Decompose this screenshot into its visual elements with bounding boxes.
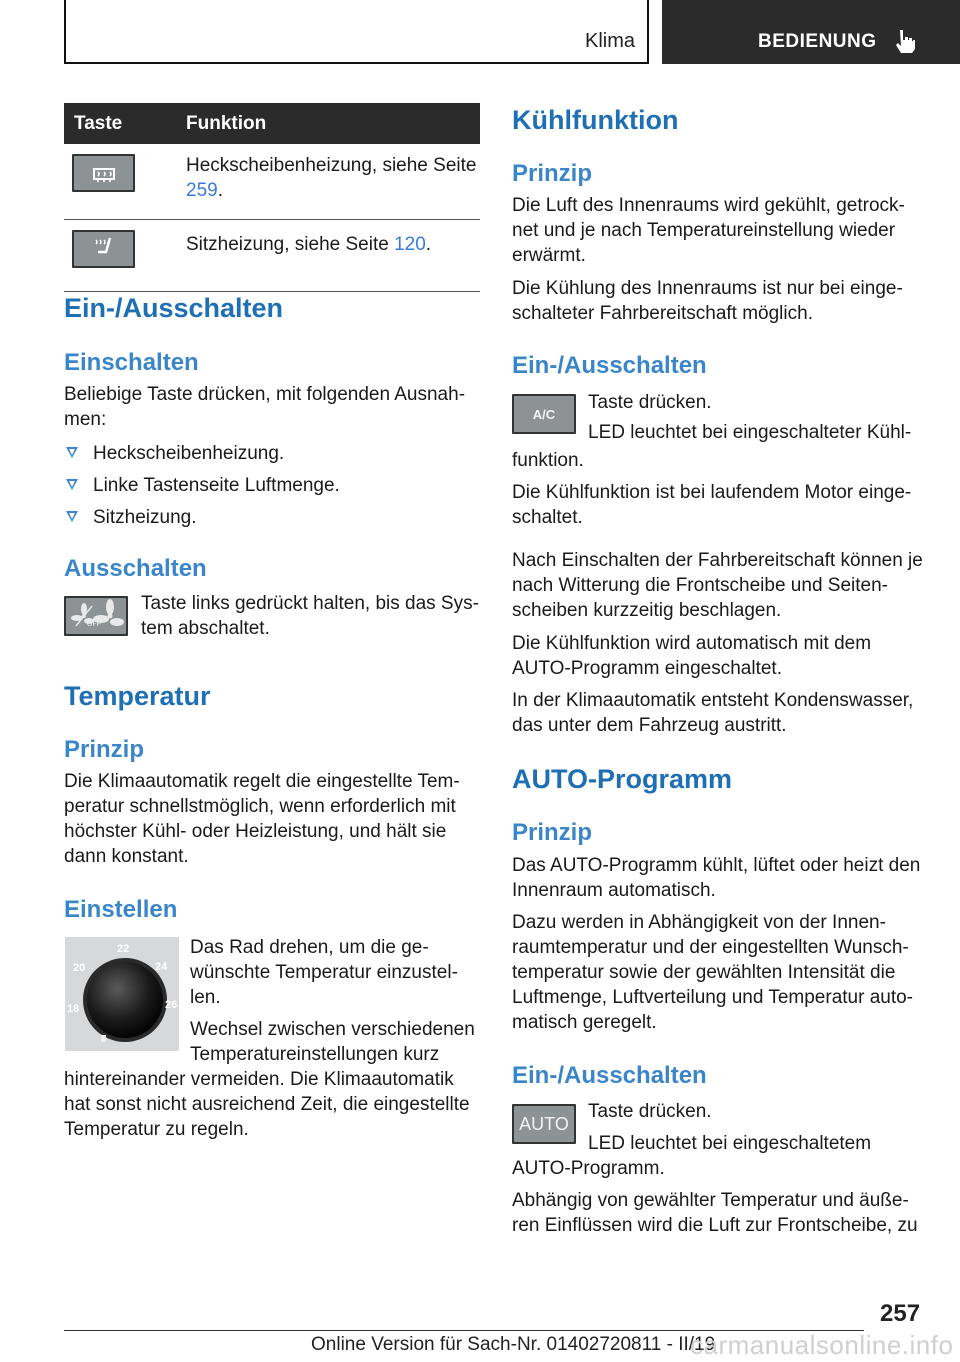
- page-number: 257: [880, 1300, 921, 1327]
- adjust-note-paragraph: hintereinander vermeiden. Die Klimaautomatik hat sonst nicht ausreichend Zeit, die eingestellte Temperatur zu regeln.: [64, 1069, 470, 1140]
- table-row: Heckscheibenheizung, siehe Seite 259.: [64, 144, 480, 220]
- cooling-principle-paragraph: Die Luft des Innenraums wird gekühlt, getrock- net und je nach Temperatureinstellung wieder erwärmt.: [512, 195, 905, 266]
- heading-switch-on: Einschalten: [64, 349, 199, 376]
- seat-heating-key: [72, 230, 135, 268]
- auto-on-paragraph-cont: AUTO-Programm.: [512, 1158, 665, 1179]
- header-section-tab: [64, 0, 649, 64]
- table-row: Sitzheizung, siehe Seite 120.: [64, 220, 480, 292]
- bullet-triangle-icon: [66, 511, 78, 522]
- page-link[interactable]: 259: [186, 180, 218, 201]
- heading-principle: Prinzip: [64, 736, 145, 763]
- ac-key: [512, 394, 576, 434]
- ac-paragraph-top: Taste drücken. LED leuchtet bei eingeschalteter Kühl-: [588, 392, 912, 443]
- ac-engine-paragraph: Die Kühlfunktion ist bei laufendem Motor einge- schaltet.: [512, 482, 912, 528]
- header-chapter-label: BEDIENUNG: [758, 31, 877, 52]
- dial-mark: 20: [73, 962, 86, 974]
- watermark: carmanualsonline.info: [690, 1330, 954, 1360]
- table-header-key: Taste: [64, 103, 174, 144]
- switch-off-paragraph: Taste links gedrückt halten, bis das Sys- tem abschaltet.: [141, 593, 479, 639]
- switch-on-paragraph: Beliebige Taste drücken, mit folgenden Ausnah- men:: [64, 384, 466, 430]
- list-item: Linke Tastenseite Luftmenge.: [64, 473, 340, 498]
- fan-off-key: [64, 596, 128, 636]
- ac-paragraph-cont: funktion.: [512, 450, 584, 471]
- pointing-hand-icon: [894, 28, 916, 54]
- footer-online-version: Online Version für Sach-Nr. 01402720811 - II/19: [311, 1334, 716, 1355]
- auto-on-paragraph-top: Taste drücken. LED leuchtet bei eingeschaltetem: [588, 1101, 872, 1154]
- auto-airflow-paragraph: Abhängig von gewählter Temperatur und äuße- ren Einflüssen wird die Luft zur Frontscheibe, zu: [512, 1190, 918, 1236]
- temperature-paragraph: Die Klimaautomatik regelt die eingestellte Tem- peratur schnellstmöglich, wenn erforderlich mit höchster Kühl- oder Heizleistung, und hält sie dann konstant.: [64, 771, 460, 867]
- cooling-note-paragraph: Die Kühlung des Innenraums ist nur bei einge- schalteter Fahrbereitschaft möglich.: [512, 278, 903, 324]
- ac-key-label: A/C: [532, 406, 556, 422]
- bullet-triangle-icon: [66, 479, 78, 490]
- page-link[interactable]: 120: [394, 234, 426, 255]
- heading-cooling: Kühlfunktion: [512, 105, 679, 135]
- adjust-paragraph: Das Rad drehen, um die ge- wünschte Temperatur einzustel- len.: [190, 937, 458, 1008]
- table-header-function: Funktion: [174, 103, 480, 144]
- seat-heating-icon: [74, 232, 133, 266]
- bullet-triangle-icon: [66, 447, 78, 458]
- fan-off-label: OFF: [87, 621, 101, 628]
- list-item: Sitzheizung.: [64, 505, 197, 530]
- heading-principle: Prinzip: [512, 819, 593, 846]
- rear-window-heating-key: [72, 154, 135, 192]
- fan-off-icon: [66, 598, 126, 634]
- auto-principle-paragraph: Das AUTO-Programm kühlt, lüftet oder heizt den Innenraum automatisch.: [512, 855, 921, 901]
- temperature-dial-image: [65, 937, 179, 1051]
- heading-switch-off: Ausschalten: [64, 555, 207, 582]
- dial-mark: 26: [165, 999, 178, 1011]
- auto-key-label: AUTO: [519, 1113, 569, 1134]
- auto-key: [512, 1104, 576, 1144]
- table-cell-text: Sitzheizung, siehe Seite: [186, 234, 395, 255]
- heading-temperature: Temperatur: [64, 681, 211, 711]
- rear-window-heating-icon: [74, 156, 133, 190]
- list-item: Heckscheibenheizung.: [64, 441, 284, 466]
- auto-detail-paragraph: Dazu werden in Abhängigkeit von der Innen- raumtemperatur und der eingestellten Wunsch- temperatur sowie der gewählten Intensität die Luftmenge, Luftverteilung und Temperatur auto- matisch geregelt.: [512, 912, 914, 1033]
- header-section-label: Klima: [584, 30, 635, 52]
- heading-on-off: Ein-/Ausschalten: [512, 1062, 707, 1089]
- header-chapter-tab: [662, 0, 960, 64]
- ac-condensation-paragraph: In der Klimaautomatik entsteht Kondenswasser, das unter dem Fahrzeug austritt.: [512, 690, 914, 736]
- heading-auto-program: AUTO-Programm: [512, 764, 733, 794]
- dial-mark: 18: [67, 1003, 80, 1015]
- dial-mark: 22: [117, 943, 130, 955]
- ac-fogging-paragraph: Nach Einschalten der Fahrbereitschaft können je nach Witterung die Frontscheibe und Seiten- scheiben kurzzeitig beschlagen.: [512, 550, 923, 621]
- table-cell-text: Heckscheibenheizung, siehe Seite: [186, 155, 477, 176]
- heading-principle: Prinzip: [512, 160, 593, 187]
- heading-on-off: Ein-/Ausschalten: [512, 352, 707, 379]
- heading-adjust: Einstellen: [64, 896, 178, 923]
- dial-mark: 24: [155, 961, 168, 973]
- adjust-note-paragraph-top: Wechsel zwischen verschiedenen Temperatureinstellungen kurz: [190, 1019, 475, 1065]
- key-function-table: [64, 103, 480, 292]
- ac-auto-paragraph: Die Kühlfunktion wird automatisch mit dem AUTO-Programm eingeschaltet.: [512, 633, 872, 679]
- heading-on-off: Ein-/Ausschalten: [64, 293, 284, 323]
